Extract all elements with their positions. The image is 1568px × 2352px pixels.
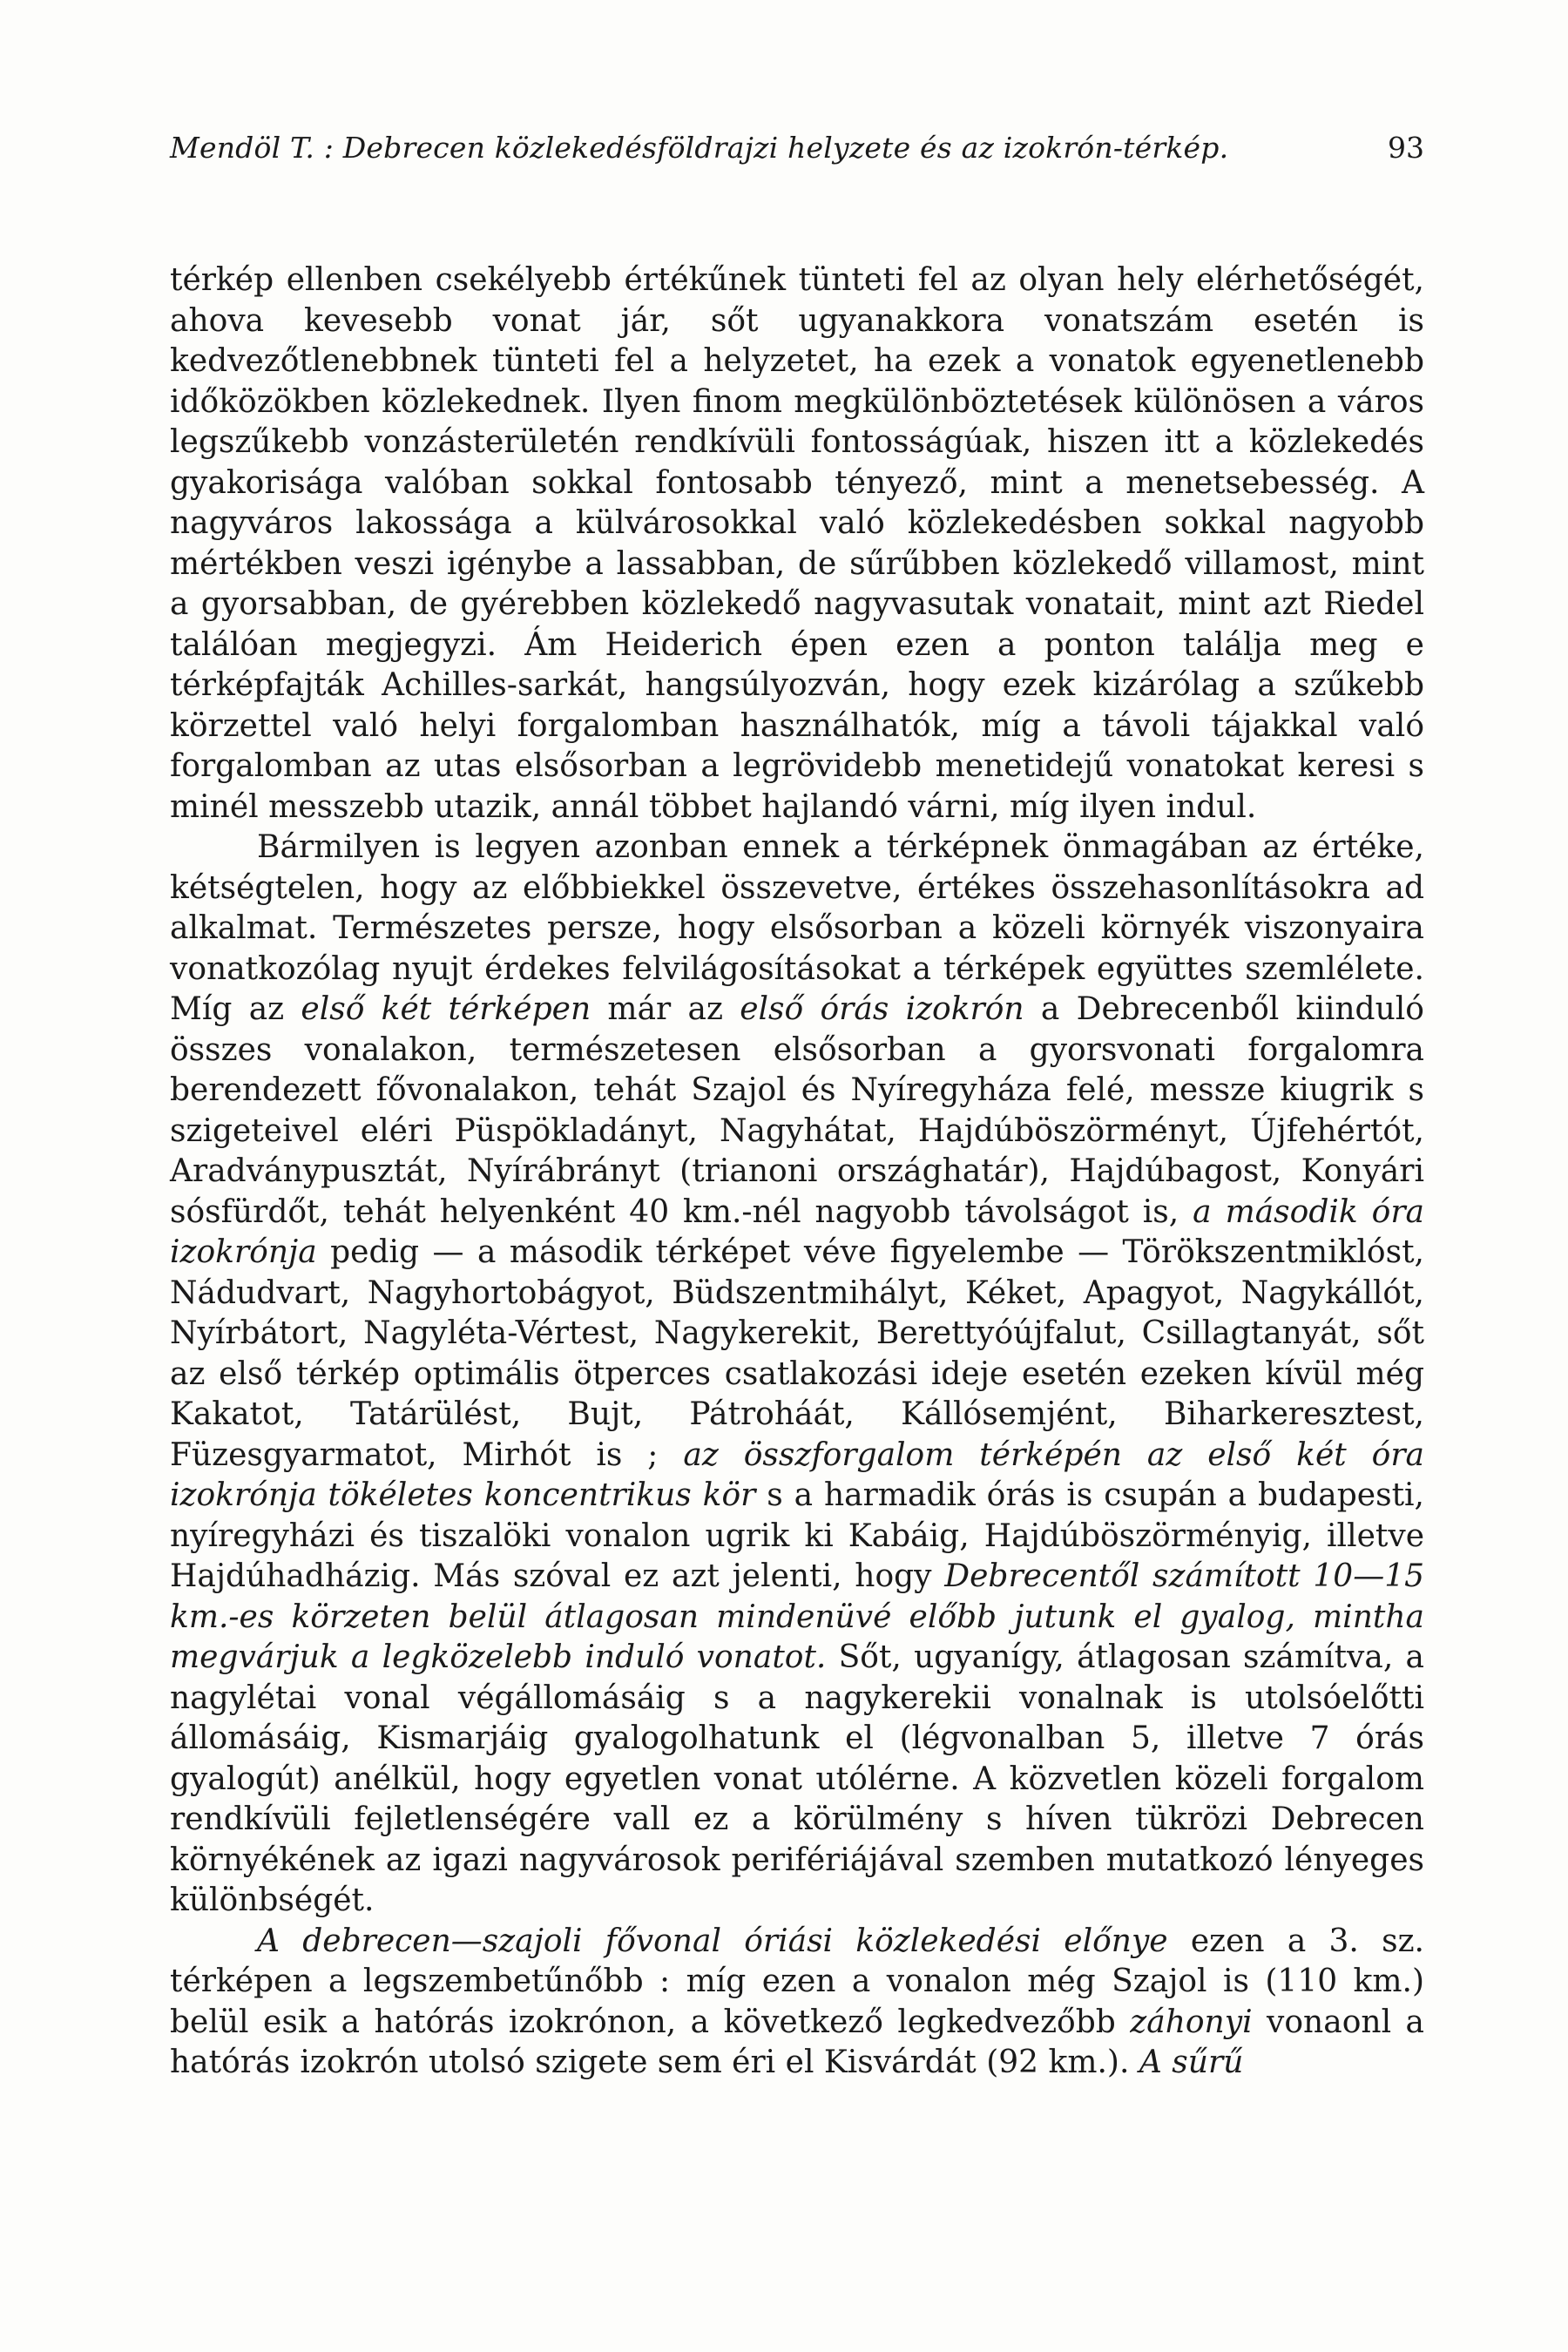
italic-span: első órás izokrón bbox=[740, 991, 1024, 1027]
header-title: Mendöl T. : Debrecen közlekedésföldrajzi helyzete és az izokrón-térkép. bbox=[170, 131, 1229, 165]
page bbox=[170, 131, 1424, 2084]
italic-span: A sűrű bbox=[1139, 2044, 1244, 2080]
paragraph bbox=[170, 828, 1424, 1922]
text-span: Bármilyen is legyen azonban ennek a térképnek önmagában az értéke, kétségtelen, hogy az előbbiekkel összevetve, értékes összehasonlításokra ad alkalmat. Természetes persze, hogy elsősorban a közeli környék viszonyaira vonatkozólag nyujt érdekes felvilágosításokat a térképek együttes szemlélete. Míg az bbox=[170, 829, 1424, 1027]
text-span: ezen a 3. sz. térképen a legszembetűnőbb : míg ezen a vonalon még Szajol is (110 km.) belül esik a hatórás izokrónon, a következő legkedvezőbb bbox=[170, 1923, 1424, 2040]
paragraph bbox=[170, 260, 1424, 828]
italic-span: Debrecentől számított 10—15 km.-es körzeten belül átlagosan mindenüvé előbb jutunk el gyalog, mintha megvárjuk a legközelebb induló vonatot. bbox=[170, 1558, 1424, 1675]
paragraph bbox=[170, 1922, 1424, 2084]
text-span: pedig — a második térképet véve figyelembe — Törökszentmiklóst, Nádudvart, Nagyhortobágyot, Büdszentmihályt, Kéket, Apagyot, Nagykállót, Nyírbátort, Nagyléta-Vértest, Nagykerekit, Berettyóújfalut, Csillagtanyát, sőt az első térkép optimális ötperces csatlakozási ideje esetén ezeken kívül még Kakatot, Tatárülést, Bujt, Pátroháát, Kállósemjént, Biharkeresztest, Füzesgyarmatot, Mirhót is ; bbox=[170, 1234, 1424, 1473]
text-span: térkép ellenben csekélyebb értékűnek tünteti fel az olyan hely elérhetőségét, ahova kevesebb vonat jár, sőt ugyanakkora vonatszám esetén is kedvezőtlenebbnek tünteti fel a helyzetet, ha ezek a vonatok egyenetlenebb időközökben közlekednek. Ilyen finom megkülönböztetések különösen a város legszűkebb vonzásterületén rendkívüli fontosságúak, hiszen itt a közlekedés gyakorisága valóban sokkal fontosabb tényező, mint a menetsebesség. A nagyváros lakossága a külvárosokkal való közlekedésben sokkal nagyobb mértékben veszi igénybe a lassabban, de sűrűbben közlekedő villamost, mint a gyorsabban, de gyérebben közlekedő nagyvasutak vonatait, mint azt Riedel találóan megjegyzi. Ám Heiderich épen ezen a ponton találja meg e térképfajták Achilles-sarkát, hangsúlyozván, hogy ezek kizárólag a szűkebb körzettel való helyi forgalomban használhatók, míg a távoli tájakkal való forgalomban az utas elsősorban a legrövidebb menetidejű vonatokat keresi s minél messzebb utazik, annál többet hajlandó várni, míg ilyen indul. bbox=[170, 262, 1424, 825]
text-span: Sőt, ugyanígy, átlagosan számítva, a nagylétai vonal végállomásáig s a nagykerekii vonalnak is utolsóelőtti állomásáig, Kismarjáig gyalogolhatunk el (légvonalban 5, illetve 7 órás gyalogút) anélkül, hogy egyetlen vonat utólérne. A közvetlen közeli forgalom rendkívüli fejletlenségére vall ez a körülmény s híven tükrözi Debrecen környékének az igazi nagyvárosok perifériájával szemben mutatkozó lényeges különbségét. bbox=[170, 1639, 1424, 1918]
text-span: a Debrecenből kiinduló összes vonalakon, természetesen elsősorban a gyorsvonati forgalomra berendezett fővonalakon, tehát Szajol és Nyíregyháza felé, messze kiugrik s szigeteivel eléri Püspökladányt, Nagyhátat, Hajdúböszörményt, Újfehértót, Aradványpusztát, Nyírábrányt (trianoni országhatár), Hajdúbagost, Konyári sósfürdőt, tehát helyenként 40 km.-nél nagyobb távolságot is, bbox=[170, 991, 1424, 1230]
italic-span: záhonyi bbox=[1130, 2004, 1253, 2040]
page-number: 93 bbox=[1388, 131, 1424, 165]
body-text bbox=[170, 260, 1424, 2084]
italic-span: első két térképen bbox=[301, 991, 591, 1027]
text-span: vonaonl a hatórás izokrón utolsó szigete sem éri el Kisvárdát (92 km.). bbox=[170, 2004, 1424, 2080]
italic-span: a második óra izokrónja bbox=[170, 1193, 1424, 1270]
italic-span: A debrecen—szajoli fővonal óriási közlekedési előnye bbox=[257, 1923, 1168, 1959]
text-span: s a harmadik órás is csupán a budapesti, nyíregyházi és tiszalöki vonalon ugrik ki Kabáig, Hajdúböszörményig, illetve Hajdúhadházig. Más szóval ez azt jelenti, hogy bbox=[170, 1477, 1424, 1594]
italic-span: az összforgalom térképén az első két óra izokrónja tökéletes koncentrikus kör bbox=[170, 1436, 1424, 1513]
running-header bbox=[170, 131, 1424, 165]
text-span: már az bbox=[591, 991, 740, 1027]
